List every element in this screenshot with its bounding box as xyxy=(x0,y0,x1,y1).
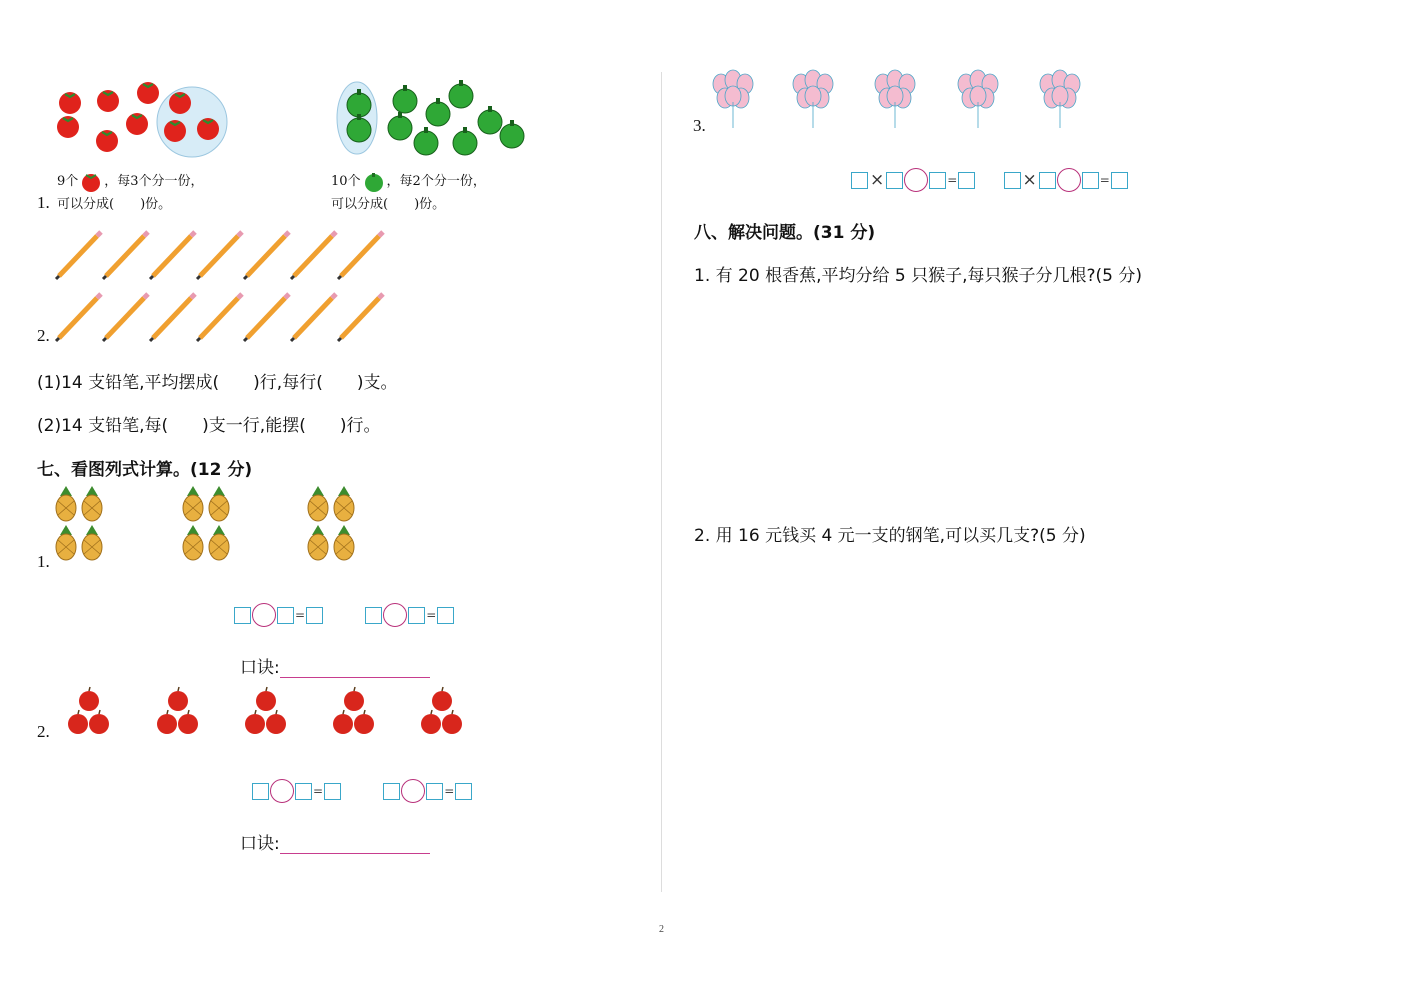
section7-heading: 七、看图列式计算。(12 分) xyxy=(37,460,253,480)
balloon-bunch-icon xyxy=(713,70,753,128)
answer-box[interactable] xyxy=(958,172,975,189)
pencil-icon xyxy=(150,232,195,279)
pepper-icon xyxy=(388,112,412,140)
answer-box[interactable] xyxy=(277,607,294,624)
pineapple-icon xyxy=(209,486,229,521)
apple-icon xyxy=(245,710,265,734)
answer-box[interactable] xyxy=(1082,172,1099,189)
tomato-icon xyxy=(57,116,79,138)
pepper-answer-line: 可以分成( )份。 xyxy=(331,197,446,212)
equals-sign: = xyxy=(426,608,437,622)
pencil-icon xyxy=(338,294,383,341)
tomato-icon xyxy=(197,118,219,140)
tomato-answer-line: 可以分成( )份。 xyxy=(57,197,172,212)
pineapple-icon xyxy=(209,525,229,560)
q2-line2: (2)14 支铅笔,每( )支一行,能摆( )行。 xyxy=(37,416,381,436)
pepper-icon xyxy=(426,98,450,126)
equals-sign: = xyxy=(444,784,455,798)
answer-box[interactable] xyxy=(252,783,269,800)
section8-heading: 八、解决问题。(31 分) xyxy=(694,223,876,243)
pencil-icon xyxy=(197,232,242,279)
tomato-icon xyxy=(137,82,159,104)
s7-item2-number: 2. xyxy=(37,722,50,741)
q3-formulas xyxy=(851,168,1128,192)
s8-problem1: 1. 有 20 根香蕉,平均分给 5 只猴子,每只猴子分几根?(5 分) xyxy=(694,266,1143,286)
answer-box[interactable] xyxy=(851,172,868,189)
koujue-label: 口诀: xyxy=(240,658,280,678)
answer-box[interactable] xyxy=(455,783,472,800)
pencil-icon xyxy=(56,294,101,341)
answer-box[interactable] xyxy=(383,783,400,800)
answer-box[interactable] xyxy=(886,172,903,189)
pencil-icon xyxy=(197,294,242,341)
apple-icon xyxy=(344,687,364,711)
pencil-icon xyxy=(56,232,101,279)
answer-box[interactable] xyxy=(1039,172,1056,189)
tomato-group-image xyxy=(50,80,240,160)
pineapple-icon xyxy=(82,525,102,560)
answer-box[interactable] xyxy=(306,607,323,624)
pencils-image xyxy=(55,232,395,347)
tomato-icon xyxy=(169,92,191,114)
koujue-answer-line[interactable] xyxy=(280,663,430,678)
equals-sign: = xyxy=(313,784,324,798)
pencil-icon xyxy=(103,294,148,341)
operator-circle[interactable] xyxy=(1057,168,1081,192)
pepper-icon xyxy=(414,127,438,155)
answer-box[interactable] xyxy=(324,783,341,800)
pencil-icon xyxy=(291,294,336,341)
apple-icon xyxy=(157,710,177,734)
balloon-bunch-icon xyxy=(958,70,998,128)
page-divider xyxy=(661,72,662,892)
answer-box[interactable] xyxy=(234,607,251,624)
koujue-label: 口诀: xyxy=(240,834,280,854)
pepper-icon xyxy=(478,106,502,134)
page-number: 2 xyxy=(659,924,664,935)
operator-circle[interactable] xyxy=(252,603,276,627)
times-sign: × xyxy=(870,170,885,190)
equals-sign: = xyxy=(295,608,306,622)
pepper-icon xyxy=(393,85,417,113)
apple-icon xyxy=(421,710,441,734)
pencil-icon xyxy=(291,232,336,279)
pineapples-image xyxy=(52,485,372,570)
equals-sign: = xyxy=(1099,173,1110,187)
apple-icon xyxy=(89,710,109,734)
apple-icon xyxy=(266,710,286,734)
s7-item1-formulas xyxy=(234,603,454,627)
pineapple-icon xyxy=(183,486,203,521)
operator-circle[interactable] xyxy=(270,779,294,803)
pineapple-icon xyxy=(56,486,76,521)
balloon-bunch-icon xyxy=(1040,70,1080,128)
s7-item1-number: 1. xyxy=(37,552,50,571)
pencil-icon xyxy=(244,232,289,279)
pepper-icon xyxy=(449,80,473,108)
pencil-icon xyxy=(338,232,383,279)
operator-circle[interactable] xyxy=(383,603,407,627)
tomato-icon xyxy=(97,90,119,112)
tomato-caption: 9个 ，每3个分一份， xyxy=(57,170,204,191)
apple-icon xyxy=(432,687,452,711)
apple-icon xyxy=(178,710,198,734)
balloon-bunch-icon xyxy=(793,70,833,128)
answer-box[interactable] xyxy=(426,783,443,800)
pencil-icon xyxy=(103,232,148,279)
answer-box[interactable] xyxy=(929,172,946,189)
answer-box[interactable] xyxy=(365,607,382,624)
pepper-caption: 10个 ，每2个分一份， xyxy=(331,170,486,191)
s7-item1-koujue xyxy=(240,653,430,678)
apple-icon xyxy=(333,710,353,734)
tomato-icon xyxy=(78,173,104,191)
pineapple-icon xyxy=(334,486,354,521)
pineapple-icon xyxy=(308,525,328,560)
equals-sign: = xyxy=(947,173,958,187)
operator-circle[interactable] xyxy=(401,779,425,803)
answer-box[interactable] xyxy=(437,607,454,624)
times-sign: × xyxy=(1022,170,1037,190)
pineapple-icon xyxy=(183,525,203,560)
s8-problem2: 2. 用 16 元钱买 4 元一支的钢笔,可以买几支?(5 分) xyxy=(694,526,1086,546)
tomato-icon xyxy=(126,113,148,135)
answer-box[interactable] xyxy=(1111,172,1128,189)
answer-box[interactable] xyxy=(1004,172,1021,189)
tomato-icon xyxy=(164,120,186,142)
pepper-icon xyxy=(361,173,387,191)
q3-number: 3. xyxy=(693,116,706,135)
q2-number: 2. xyxy=(37,326,50,345)
pencil-icon xyxy=(150,294,195,341)
pepper-icon xyxy=(453,127,477,155)
pepper-icon xyxy=(500,120,524,148)
pineapple-icon xyxy=(334,525,354,560)
balloon-bunch-icon xyxy=(875,70,915,128)
pepper-group-image xyxy=(335,80,535,160)
q1-number: 1. xyxy=(37,193,50,212)
pineapple-icon xyxy=(82,486,102,521)
tomato-icon xyxy=(59,92,81,114)
s7-item2-formulas xyxy=(252,779,472,803)
apple-icon xyxy=(68,710,88,734)
answer-box[interactable] xyxy=(295,783,312,800)
balloons-image xyxy=(705,70,1105,135)
apple-icon xyxy=(79,687,99,711)
pencil-icon xyxy=(244,294,289,341)
apple-icon xyxy=(354,710,374,734)
apple-icon xyxy=(256,687,276,711)
pineapple-icon xyxy=(308,486,328,521)
s7-item2-koujue xyxy=(240,829,430,854)
koujue-answer-line[interactable] xyxy=(280,839,430,854)
apple-icon xyxy=(168,687,188,711)
tomato-icon xyxy=(96,130,118,152)
q2-line1: (1)14 支铅笔,平均摆成( )行,每行( )支。 xyxy=(37,373,398,393)
apple-icon xyxy=(442,710,462,734)
answer-box[interactable] xyxy=(408,607,425,624)
operator-circle[interactable] xyxy=(904,168,928,192)
apples-image xyxy=(52,688,462,740)
pineapple-icon xyxy=(56,525,76,560)
